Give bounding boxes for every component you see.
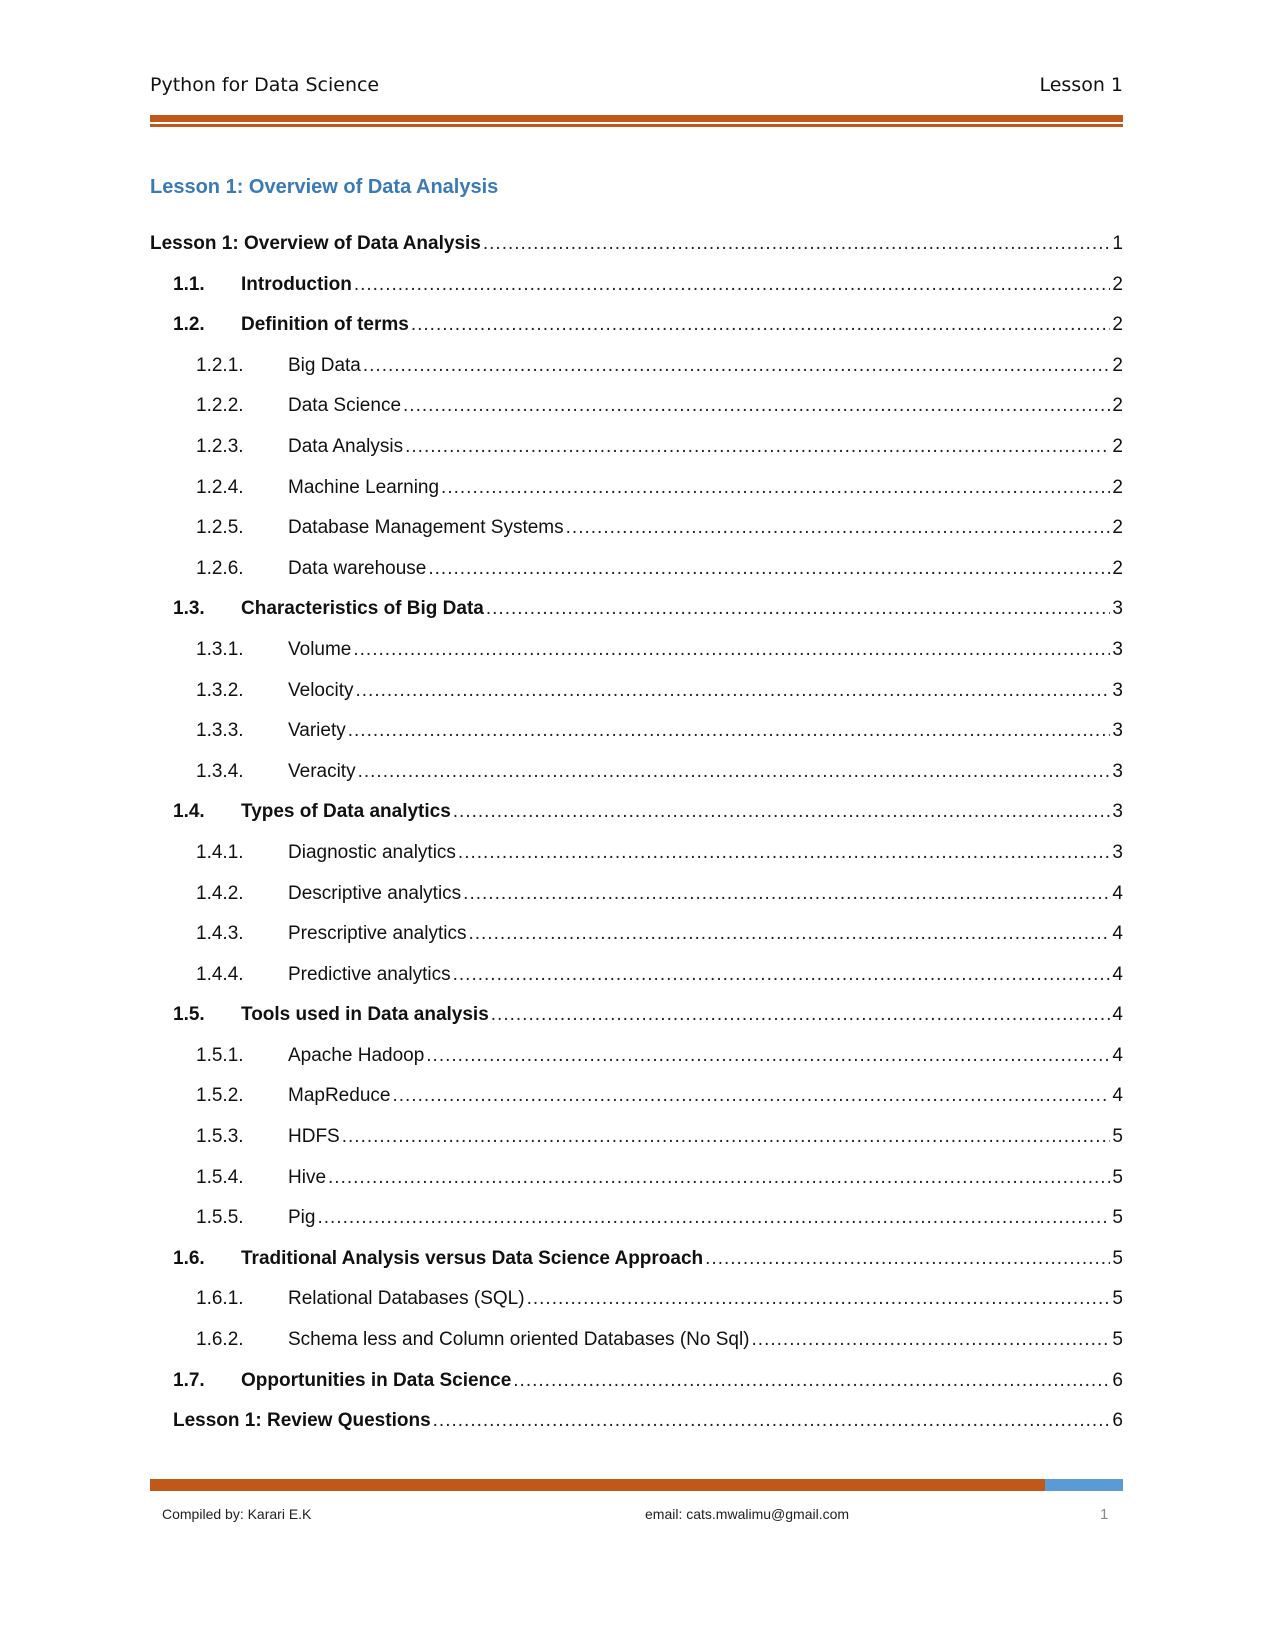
toc-entry-page: 4 — [1112, 923, 1123, 945]
toc-entry-title: Database Management Systems — [288, 517, 564, 539]
toc-entry-number: 1.5.4. — [196, 1166, 244, 1188]
toc-entry-number: 1.5.2. — [196, 1085, 244, 1107]
toc-entry-number: 1.4.1. — [196, 841, 244, 863]
toc-entry-title: HDFS — [288, 1126, 340, 1148]
toc-dot-leader — [513, 1369, 1110, 1393]
footer-compiled-by: Compiled by: Karari E.K — [162, 1506, 312, 1522]
toc-entry[interactable] — [150, 679, 1123, 720]
toc-entry-number: 1.3.2. — [196, 679, 244, 701]
toc-entry[interactable] — [150, 313, 1123, 354]
toc-entry[interactable] — [150, 638, 1123, 679]
toc-entry-title: Data Analysis — [288, 435, 404, 457]
toc-dot-leader — [348, 719, 1111, 743]
header-rule-thin — [150, 124, 1123, 127]
toc-entry-number: 1.1. — [173, 273, 205, 295]
toc-entry-number: 1.5.5. — [196, 1207, 244, 1229]
toc-entry-title: Types of Data analytics — [241, 801, 451, 823]
footer-email: email: cats.mwalimu@gmail.com — [645, 1506, 850, 1522]
toc-dot-leader — [433, 1409, 1111, 1433]
toc-entry-title: Variety — [288, 720, 346, 742]
toc-dot-leader — [428, 557, 1110, 581]
toc-dot-leader — [527, 1287, 1111, 1311]
toc-entry-page: 2 — [1112, 314, 1123, 336]
toc-entry-number: 1.4.2. — [196, 882, 244, 904]
toc-dot-leader — [317, 1206, 1110, 1230]
toc-entry-title: Volume — [288, 638, 352, 660]
toc-entry-page: 4 — [1112, 1085, 1123, 1107]
toc-entry-page: 2 — [1112, 557, 1123, 579]
toc-dot-leader — [403, 394, 1110, 418]
toc-entry-title: Machine Learning — [288, 476, 440, 498]
toc-dot-leader — [453, 800, 1111, 824]
toc-entry-page: 4 — [1112, 1004, 1123, 1026]
toc-entry-title: Opportunities in Data Science — [241, 1369, 512, 1391]
toc-entry[interactable] — [150, 1206, 1123, 1247]
toc-entry-number: 1.6.2. — [196, 1329, 244, 1351]
toc-entry-title: Predictive analytics — [288, 963, 451, 985]
toc-entry-title: Diagnostic analytics — [288, 841, 456, 863]
toc-entry-page: 5 — [1112, 1126, 1123, 1148]
toc-entry-page: 5 — [1112, 1166, 1123, 1188]
toc-entry[interactable] — [150, 476, 1123, 517]
toc-entry-title: Characteristics of Big Data — [241, 598, 484, 620]
toc-entry-title: Introduction — [241, 273, 352, 295]
toc-entry[interactable] — [150, 435, 1123, 476]
toc-entry-number: 1.2. — [173, 314, 205, 336]
footer-page-number: 1 — [1100, 1506, 1109, 1523]
toc-entry-title: Lesson 1: Overview of Data Analysis — [150, 233, 481, 254]
toc-entry-review-questions[interactable] — [150, 1409, 1123, 1450]
toc-entry-title: Veracity — [288, 760, 356, 782]
toc-dot-leader — [354, 273, 1111, 297]
header-lesson-label: Lesson 1 — [1039, 74, 1123, 96]
toc-entry-page: 2 — [1112, 517, 1123, 539]
toc-entry-number: 1.2.5. — [196, 517, 244, 539]
toc-entry-page: 4 — [1112, 882, 1123, 904]
toc-entry-page: 2 — [1112, 354, 1123, 376]
toc-dot-leader — [458, 841, 1111, 865]
toc-entry[interactable] — [150, 394, 1123, 435]
toc-dot-leader — [411, 313, 1111, 337]
toc-entry-title: Lesson 1: Review Questions — [173, 1410, 431, 1432]
toc-entry-number: 1.2.3. — [196, 435, 244, 457]
toc-entry-number: 1.2.1. — [196, 354, 244, 376]
toc-entry[interactable] — [150, 1166, 1123, 1207]
toc-entry-page: 5 — [1112, 1288, 1123, 1310]
toc-entry-lesson[interactable] — [150, 232, 1123, 273]
toc-entry-page: 2 — [1112, 395, 1123, 417]
toc-entry-number: 1.6.1. — [196, 1288, 244, 1310]
toc-entry-title: Pig — [288, 1207, 316, 1229]
lesson-heading: Lesson 1: Overview of Data Analysis — [150, 176, 499, 198]
toc-entry-title: MapReduce — [288, 1085, 391, 1107]
toc-entry[interactable] — [150, 1328, 1123, 1369]
toc-entry-title: Data warehouse — [288, 557, 427, 579]
toc-entry-page: 3 — [1112, 638, 1123, 660]
toc-entry-page: 3 — [1112, 720, 1123, 742]
toc-entry-page: 6 — [1112, 1369, 1123, 1391]
toc-entry-number: 1.5.3. — [196, 1126, 244, 1148]
toc-entry[interactable] — [150, 760, 1123, 801]
toc-dot-leader — [405, 435, 1110, 459]
toc-entry[interactable] — [150, 1084, 1123, 1125]
toc-entry-title: Descriptive analytics — [288, 882, 462, 904]
table-of-contents — [150, 232, 1123, 1450]
toc-entry[interactable] — [150, 557, 1123, 598]
toc-entry-number: 1.3.3. — [196, 720, 244, 742]
toc-entry-page: 5 — [1112, 1329, 1123, 1351]
toc-entry[interactable] — [150, 1003, 1123, 1044]
toc-entry-title: Prescriptive analytics — [288, 923, 467, 945]
toc-dot-leader — [566, 516, 1111, 540]
toc-entry-page: 3 — [1112, 598, 1123, 620]
toc-dot-leader — [486, 597, 1111, 621]
toc-entry-page: 4 — [1112, 963, 1123, 985]
toc-entry-page: 2 — [1112, 273, 1123, 295]
toc-entry-title: Hive — [288, 1166, 327, 1188]
toc-dot-leader — [463, 882, 1110, 906]
toc-entry[interactable] — [150, 963, 1123, 1004]
toc-entry-number: 1.5. — [173, 1004, 205, 1026]
toc-dot-leader — [342, 1125, 1111, 1149]
toc-dot-leader — [358, 760, 1111, 784]
toc-entry[interactable] — [150, 1044, 1123, 1085]
toc-entry-number: 1.7. — [173, 1369, 205, 1391]
toc-dot-leader — [453, 963, 1111, 987]
page-header — [150, 74, 1123, 100]
toc-entry-number: 1.4.3. — [196, 923, 244, 945]
toc-entry-page: 5 — [1112, 1247, 1123, 1269]
toc-entry-title: Apache Hadoop — [288, 1044, 425, 1066]
toc-entry[interactable] — [150, 719, 1123, 760]
toc-entry[interactable] — [150, 1125, 1123, 1166]
toc-dot-leader — [353, 638, 1110, 662]
toc-entry-page: 4 — [1112, 1044, 1123, 1066]
toc-entry[interactable] — [150, 841, 1123, 882]
toc-dot-leader — [363, 354, 1111, 378]
toc-entry-title: Tools used in Data analysis — [241, 1004, 489, 1026]
toc-dot-leader — [328, 1166, 1110, 1190]
toc-entry-number: 1.4.4. — [196, 963, 244, 985]
toc-entry-title: Relational Databases (SQL) — [288, 1288, 525, 1310]
toc-entry[interactable] — [150, 597, 1123, 638]
toc-entry-number: 1.3.1. — [196, 638, 244, 660]
toc-dot-leader — [355, 679, 1110, 703]
toc-entry[interactable] — [150, 273, 1123, 314]
header-rule — [150, 115, 1123, 122]
toc-entry-page: 2 — [1112, 435, 1123, 457]
toc-entry-page: 6 — [1112, 1410, 1123, 1432]
toc-entry-title: Traditional Analysis versus Data Science Approach — [241, 1247, 704, 1269]
toc-entry[interactable] — [150, 922, 1123, 963]
toc-entry[interactable] — [150, 354, 1123, 395]
toc-entry-page: 3 — [1112, 841, 1123, 863]
toc-entry-number: 1.5.1. — [196, 1044, 244, 1066]
toc-entry[interactable] — [150, 882, 1123, 923]
toc-entry-number: 1.3.4. — [196, 760, 244, 782]
toc-dot-leader — [491, 1003, 1111, 1027]
toc-entry-page: 1 — [1112, 233, 1123, 254]
toc-entry-title: Definition of terms — [241, 314, 409, 336]
toc-entry-title: Velocity — [288, 679, 354, 701]
toc-entry-title: Data Science — [288, 395, 402, 417]
toc-entry-number: 1.3. — [173, 598, 205, 620]
toc-dot-leader — [705, 1247, 1110, 1271]
toc-entry[interactable] — [150, 800, 1123, 841]
toc-entry-number: 1.2.4. — [196, 476, 244, 498]
toc-entry-page: 3 — [1112, 801, 1123, 823]
header-document-title: Python for Data Science — [150, 74, 380, 96]
toc-dot-leader — [752, 1328, 1111, 1352]
toc-entry-number: 1.6. — [173, 1247, 205, 1269]
toc-entry-number: 1.2.2. — [196, 395, 244, 417]
toc-dot-leader — [392, 1084, 1110, 1108]
toc-entry[interactable] — [150, 1247, 1123, 1288]
toc-entry-number: 1.4. — [173, 801, 205, 823]
toc-entry[interactable] — [150, 1287, 1123, 1328]
toc-dot-leader — [441, 476, 1110, 500]
toc-dot-leader — [483, 232, 1111, 256]
toc-entry[interactable] — [150, 516, 1123, 557]
footer-bar-blue — [1045, 1479, 1123, 1491]
toc-entry-title: Big Data — [288, 354, 361, 376]
toc-entry[interactable] — [150, 1369, 1123, 1410]
toc-dot-leader — [426, 1044, 1110, 1068]
toc-entry-title: Schema less and Column oriented Databases (No Sql) — [288, 1329, 750, 1351]
toc-entry-page: 3 — [1112, 679, 1123, 701]
toc-entry-page: 3 — [1112, 760, 1123, 782]
footer-bar-orange — [150, 1479, 1045, 1491]
toc-entry-number: 1.2.6. — [196, 557, 244, 579]
toc-entry-page: 2 — [1112, 476, 1123, 498]
toc-dot-leader — [468, 922, 1110, 946]
toc-entry-page: 5 — [1112, 1207, 1123, 1229]
